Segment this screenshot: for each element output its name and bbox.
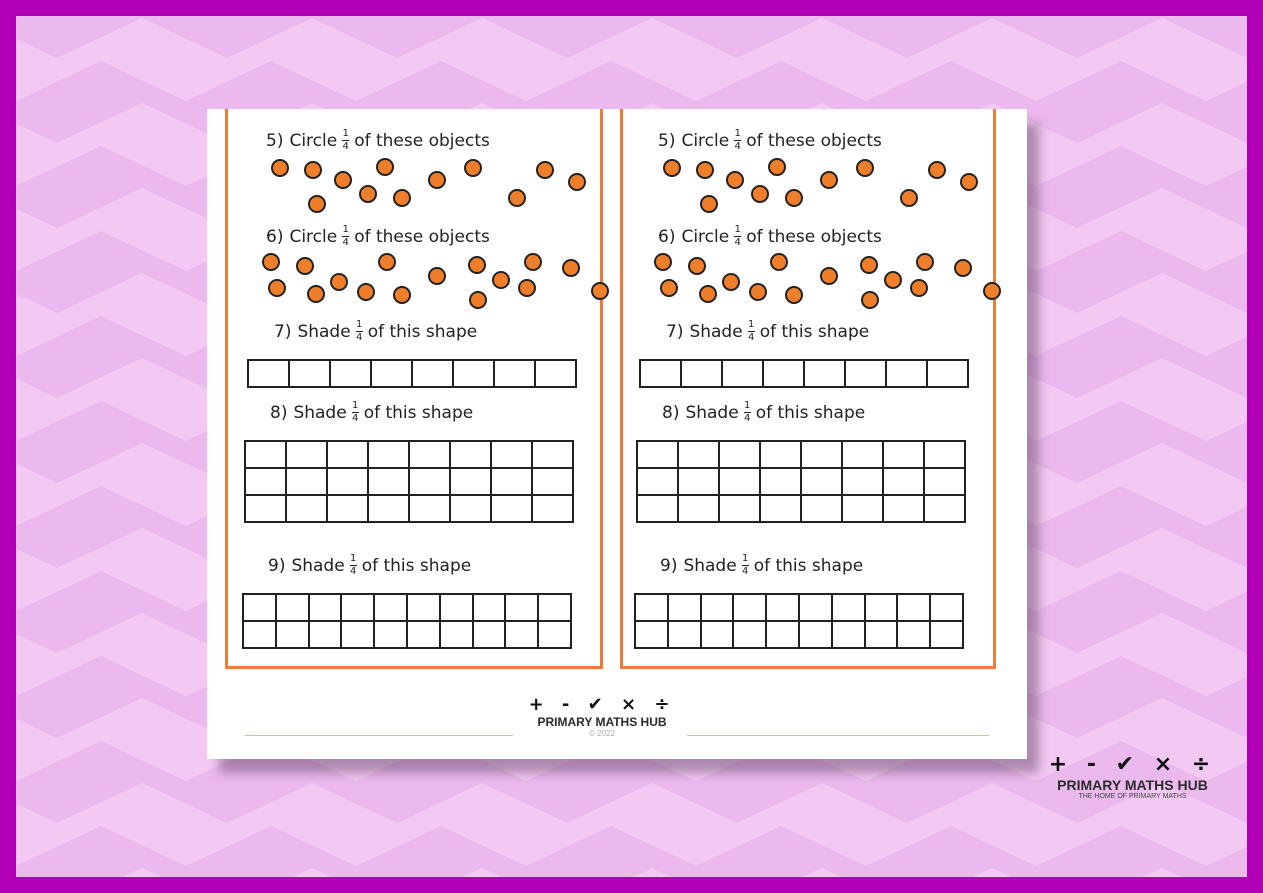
footer-rule-left (245, 735, 513, 736)
object-dot (591, 282, 609, 300)
grid-cell (897, 621, 930, 648)
math-operations-icon: + - ✔ × ÷ (1048, 752, 1217, 777)
fraction-one-quarter (356, 320, 363, 343)
grid-cell (927, 360, 968, 387)
object-dot (468, 256, 486, 274)
q7-shape (247, 359, 577, 388)
grid-cell (763, 360, 804, 387)
corner-logo-brand: PRIMARY MATHS HUB (1057, 777, 1208, 793)
worksheet-page (207, 109, 1027, 759)
grid-cell (505, 594, 538, 621)
grid-cell (678, 441, 719, 468)
object-dot (464, 159, 482, 177)
fraction-denominator: 4 (742, 566, 749, 577)
object-dot (751, 185, 769, 203)
fraction-one-quarter (350, 554, 357, 577)
object-dot (861, 291, 879, 309)
grid-cell (842, 495, 883, 522)
grid-cell (409, 468, 450, 495)
object-dot (700, 195, 718, 213)
question-verb: Shade (689, 321, 743, 342)
grid-cell (450, 441, 491, 468)
worksheet-panel-left (225, 109, 603, 669)
fraction-denominator: 4 (734, 237, 741, 248)
question-5 (658, 129, 882, 152)
question-number: 7) (666, 321, 684, 342)
object-dot (518, 279, 536, 297)
grid-cell (799, 621, 832, 648)
question-number: 6) (658, 226, 676, 247)
grid-cell (760, 495, 801, 522)
fraction-numerator: 1 (734, 224, 741, 235)
grid-cell (681, 360, 722, 387)
question-text: of this shape (753, 555, 864, 576)
fraction-one-quarter (744, 401, 751, 424)
grid-cell (473, 621, 506, 648)
grid-cell (538, 621, 571, 648)
q8-shape (244, 440, 574, 523)
grid-cell (640, 360, 681, 387)
question-verb: Circle (681, 226, 730, 247)
object-dot (928, 161, 946, 179)
fraction-denominator: 4 (744, 413, 751, 424)
object-dot (296, 257, 314, 275)
grid-cell (494, 360, 535, 387)
object-dot (688, 257, 706, 275)
question-5 (266, 129, 490, 152)
question-number: 5) (658, 130, 676, 151)
grid-cell (412, 360, 453, 387)
question-text: of these objects (746, 226, 882, 247)
object-dot (860, 256, 878, 274)
fraction-one-quarter (352, 401, 359, 424)
grid-cell (883, 495, 924, 522)
object-dot (376, 158, 394, 176)
grid-cell (276, 621, 309, 648)
grid-cell (722, 360, 763, 387)
footer-rule-right (687, 735, 989, 736)
object-dot (271, 159, 289, 177)
grid-cell (245, 441, 286, 468)
grid-cell (865, 594, 898, 621)
object-dot (378, 253, 396, 271)
grid-cell (924, 441, 965, 468)
question-6 (658, 225, 882, 248)
grid-cell (341, 621, 374, 648)
grid-cell (701, 594, 734, 621)
grid-cell (309, 594, 342, 621)
question-verb: Circle (289, 130, 338, 151)
fraction-numerator: 1 (734, 128, 741, 139)
grid-cell (371, 360, 412, 387)
grid-cell (491, 495, 532, 522)
grid-cell (535, 360, 576, 387)
grid-cell (760, 468, 801, 495)
question-verb: Shade (685, 402, 739, 423)
grid-cell (368, 441, 409, 468)
grid-cell (374, 594, 407, 621)
corner-logo (1040, 752, 1225, 800)
grid-cell (450, 468, 491, 495)
object-dot (916, 253, 934, 271)
grid-cell (532, 495, 573, 522)
grid-cell (243, 621, 276, 648)
question-8 (662, 401, 865, 424)
grid-cell (930, 621, 963, 648)
fraction-numerator: 1 (356, 319, 363, 330)
grid-cell (719, 468, 760, 495)
object-dot (856, 159, 874, 177)
grid-cell (440, 621, 473, 648)
grid-cell (327, 468, 368, 495)
grid-cell (341, 594, 374, 621)
object-dot (308, 195, 326, 213)
grid-cell (635, 594, 668, 621)
grid-cell (637, 495, 678, 522)
fraction-one-quarter (748, 320, 755, 343)
grid-cell (505, 621, 538, 648)
question-verb: Shade (291, 555, 345, 576)
fraction-numerator: 1 (352, 400, 359, 411)
corner-logo-tagline: THE HOME OF PRIMARY MATHS (1078, 793, 1187, 800)
grid-cell (801, 495, 842, 522)
question-9 (660, 554, 863, 577)
grid-cell (491, 468, 532, 495)
question-text: of these objects (746, 130, 882, 151)
grid-cell (678, 495, 719, 522)
object-dot (307, 285, 325, 303)
grid-cell (801, 468, 842, 495)
question-number: 8) (662, 402, 680, 423)
grid-cell (309, 621, 342, 648)
grid-cell (538, 594, 571, 621)
object-dot (663, 159, 681, 177)
grid-cell (886, 360, 927, 387)
grid-cell (668, 621, 701, 648)
object-dot (699, 285, 717, 303)
fraction-denominator: 4 (350, 566, 357, 577)
q8-shape (636, 440, 966, 523)
grid-cell (409, 495, 450, 522)
fraction-numerator: 1 (744, 400, 751, 411)
question-number: 8) (270, 402, 288, 423)
grid-cell (407, 621, 440, 648)
grid-cell (799, 594, 832, 621)
footer-brand: PRIMARY MATHS HUB (537, 715, 667, 729)
fraction-denominator: 4 (342, 141, 349, 152)
grid-cell (897, 594, 930, 621)
grid-cell (766, 594, 799, 621)
question-text: of this shape (361, 555, 472, 576)
object-dot (749, 283, 767, 301)
object-dot (304, 161, 322, 179)
fraction-numerator: 1 (342, 224, 349, 235)
grid-cell (409, 441, 450, 468)
grid-cell (678, 468, 719, 495)
grid-cell (368, 495, 409, 522)
object-dot (562, 259, 580, 277)
grid-cell (635, 621, 668, 648)
object-dot (469, 291, 487, 309)
object-dot (268, 279, 286, 297)
grid-cell (473, 594, 506, 621)
grid-cell (368, 468, 409, 495)
grid-cell (327, 441, 368, 468)
grid-cell (883, 441, 924, 468)
question-verb: Circle (681, 130, 730, 151)
object-dot (262, 253, 280, 271)
q9-shape (242, 593, 572, 649)
grid-cell (733, 594, 766, 621)
object-dot (910, 279, 928, 297)
grid-cell (924, 495, 965, 522)
grid-cell (243, 594, 276, 621)
fraction-denominator: 4 (734, 141, 741, 152)
object-dot (884, 271, 902, 289)
question-7 (274, 320, 477, 343)
grid-cell (407, 594, 440, 621)
object-dot (393, 286, 411, 304)
grid-cell (286, 495, 327, 522)
question-text: of these objects (354, 226, 490, 247)
fraction-one-quarter (742, 554, 749, 577)
question-text: of these objects (354, 130, 490, 151)
question-verb: Circle (289, 226, 338, 247)
grid-cell (865, 621, 898, 648)
question-number: 7) (274, 321, 292, 342)
grid-cell (637, 468, 678, 495)
grid-cell (760, 441, 801, 468)
object-dot (330, 273, 348, 291)
question-text: of this shape (759, 321, 870, 342)
object-dot (524, 253, 542, 271)
math-operations-icon: + - ✔ × ÷ (528, 694, 676, 715)
grid-cell (719, 495, 760, 522)
question-number: 9) (660, 555, 678, 576)
object-dot (983, 282, 1001, 300)
grid-cell (842, 441, 883, 468)
grid-cell (276, 594, 309, 621)
grid-cell (453, 360, 494, 387)
grid-cell (327, 495, 368, 522)
grid-cell (289, 360, 330, 387)
grid-cell (637, 441, 678, 468)
grid-cell (245, 495, 286, 522)
question-number: 9) (268, 555, 286, 576)
object-dot (900, 189, 918, 207)
grid-cell (733, 621, 766, 648)
object-dot (820, 267, 838, 285)
fraction-one-quarter (342, 129, 349, 152)
object-dot (820, 171, 838, 189)
object-dot (393, 189, 411, 207)
question-verb: Shade (297, 321, 351, 342)
fraction-one-quarter (734, 129, 741, 152)
grid-cell (766, 621, 799, 648)
worksheet-panel-right (620, 109, 996, 669)
question-verb: Shade (293, 402, 347, 423)
question-number: 5) (266, 130, 284, 151)
footer-copyright: © 2022 (589, 729, 615, 738)
question-6 (266, 225, 490, 248)
grid-cell (491, 441, 532, 468)
fraction-numerator: 1 (350, 553, 357, 564)
grid-cell (668, 594, 701, 621)
fraction-one-quarter (342, 225, 349, 248)
question-verb: Shade (683, 555, 737, 576)
footer-logo (507, 694, 697, 738)
grid-cell (532, 441, 573, 468)
object-dot (696, 161, 714, 179)
grid-cell (374, 621, 407, 648)
object-dot (568, 173, 586, 191)
grid-cell (832, 594, 865, 621)
object-dot (785, 286, 803, 304)
grid-cell (450, 495, 491, 522)
fraction-numerator: 1 (748, 319, 755, 330)
fraction-denominator: 4 (748, 332, 755, 343)
grid-cell (245, 468, 286, 495)
grid-cell (248, 360, 289, 387)
grid-cell (286, 468, 327, 495)
grid-cell (845, 360, 886, 387)
question-number: 6) (266, 226, 284, 247)
fraction-numerator: 1 (342, 128, 349, 139)
grid-cell (930, 594, 963, 621)
object-dot (334, 171, 352, 189)
object-dot (722, 273, 740, 291)
object-dot (768, 158, 786, 176)
object-dot (660, 279, 678, 297)
fraction-denominator: 4 (352, 413, 359, 424)
q9-shape (634, 593, 964, 649)
object-dot (508, 189, 526, 207)
fraction-denominator: 4 (356, 332, 363, 343)
question-8 (270, 401, 473, 424)
grid-cell (330, 360, 371, 387)
grid-cell (801, 441, 842, 468)
grid-cell (701, 621, 734, 648)
question-text: of this shape (367, 321, 478, 342)
q7-shape (639, 359, 969, 388)
object-dot (770, 253, 788, 271)
grid-cell (924, 468, 965, 495)
question-text: of this shape (363, 402, 474, 423)
object-dot (492, 271, 510, 289)
object-dot (726, 171, 744, 189)
grid-cell (883, 468, 924, 495)
grid-cell (440, 594, 473, 621)
grid-cell (532, 468, 573, 495)
grid-cell (832, 621, 865, 648)
object-dot (654, 253, 672, 271)
object-dot (954, 259, 972, 277)
object-dot (357, 283, 375, 301)
fraction-denominator: 4 (342, 237, 349, 248)
question-9 (268, 554, 471, 577)
question-7 (666, 320, 869, 343)
object-dot (428, 171, 446, 189)
object-dot (359, 185, 377, 203)
object-dot (428, 267, 446, 285)
question-text: of this shape (755, 402, 866, 423)
grid-cell (719, 441, 760, 468)
fraction-one-quarter (734, 225, 741, 248)
fraction-numerator: 1 (742, 553, 749, 564)
grid-cell (804, 360, 845, 387)
object-dot (785, 189, 803, 207)
object-dot (536, 161, 554, 179)
grid-cell (842, 468, 883, 495)
grid-cell (286, 441, 327, 468)
object-dot (960, 173, 978, 191)
